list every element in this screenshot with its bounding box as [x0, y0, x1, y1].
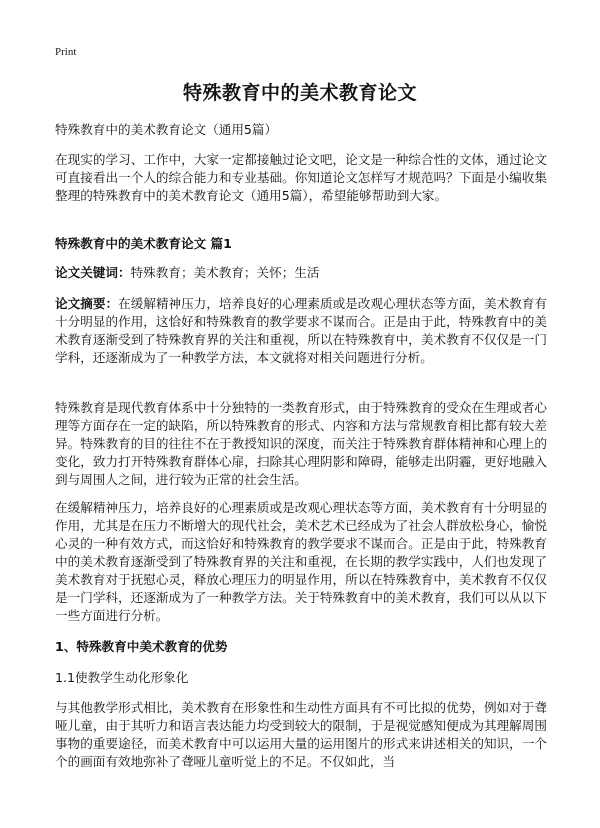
- page-title: 特殊教育中的美术教育论文: [182, 82, 417, 104]
- abstract-label: 论文摘要：: [55, 296, 119, 311]
- abstract-text: 在缓解精神压力，培养良好的心理素质或是改观心理状态等方面，美术教育有十分明显的作用，这恰好和特殊教育的教学要求不谋而合。正是由于此，特殊教育中的美术教育逐渐受到了特殊教育界的关注和重视，所以在特殊教育中，美术教育不仅仅是一门学科，还逐渐成为了一种教学方法，本文就将对相关问题进行分析。: [55, 296, 548, 365]
- print-link[interactable]: Print: [55, 46, 77, 58]
- keywords-text: 特殊教育；美术教育；关怀；生活: [130, 265, 320, 280]
- document-subtitle: 特殊教育中的美术教育论文（通用5篇）: [55, 122, 278, 137]
- abstract-paragraph: [55, 295, 547, 367]
- intro-paragraph: 在现实的学习、工作中，大家一定都接触过论文吧，论文是一种综合性的文体，通过论文可直接看出一个人的综合能力和专业基础。你知道论文怎样写才规范吗？下面是小编收集整理的特殊教育中的美术教育论文（通用5篇），希望能够帮助到大家。: [55, 152, 547, 203]
- keywords-line: [55, 264, 547, 282]
- body-paragraph-2: 在缓解精神压力，培养良好的心理素质或是改观心理状态等方面，美术教育有十分明显的作用，尤其是在压力不断增大的现代社会，美术艺术已经成为了社会人群放松身心，愉悦心灵的一种有效方式，而这恰好和特殊教育的教学要求不谋而合。正是由于此，特殊教育中的美术教育逐渐受到了特殊教育界的关注和重视，在长期的教学实践中，人们也发现了美术教育对于抚慰心灵，释放心理压力的明显作用，所以在特殊教育中，美术教育不仅仅是一门学科，还逐渐成为了一种教学方法。关于特殊教育中的美术教育，我们可以从以下一些方面进行分析。: [55, 500, 547, 623]
- heading-1-1: 1.1使教学生动化形象化: [55, 670, 189, 685]
- body-paragraph-3: 与其他教学形式相比，美术教育在形象性和生动性方面具有不可比拟的优势，例如对于聋哑儿童，由于其听力和语言表达能力均受到较大的限制，于是视觉感知便成为其理解周围事物的重要途径，而美术教育中可以运用大量的运用图片的形式来讲述相关的知识，一个个的画面有效地弥补了聋哑儿童听觉上的不足。不仅如此，当: [55, 700, 547, 769]
- section-heading: 特殊教育中的美术教育论文 篇1: [55, 236, 232, 251]
- body-paragraph-1: 特殊教育是现代教育体系中十分独特的一类教育形式，由于特殊教育的受众在生理或者心理等方面存在一定的缺陷，所以特殊教育的形式、内容和方法与常规教育相比都有较大差异。特殊教育的目的往往不在于教授知识的深度，而关注于特殊教育群体精神和心理上的变化，致力打开特殊教育群体心扉，扫除其心理阴影和障碍，能够走出阴霾，更好地融入到与周围人之间，进行较为正常的社会生活。: [55, 400, 547, 487]
- keywords-label: 论文关键词：: [55, 265, 131, 280]
- heading-1: 1、特殊教育中美术教育的优势: [55, 639, 228, 654]
